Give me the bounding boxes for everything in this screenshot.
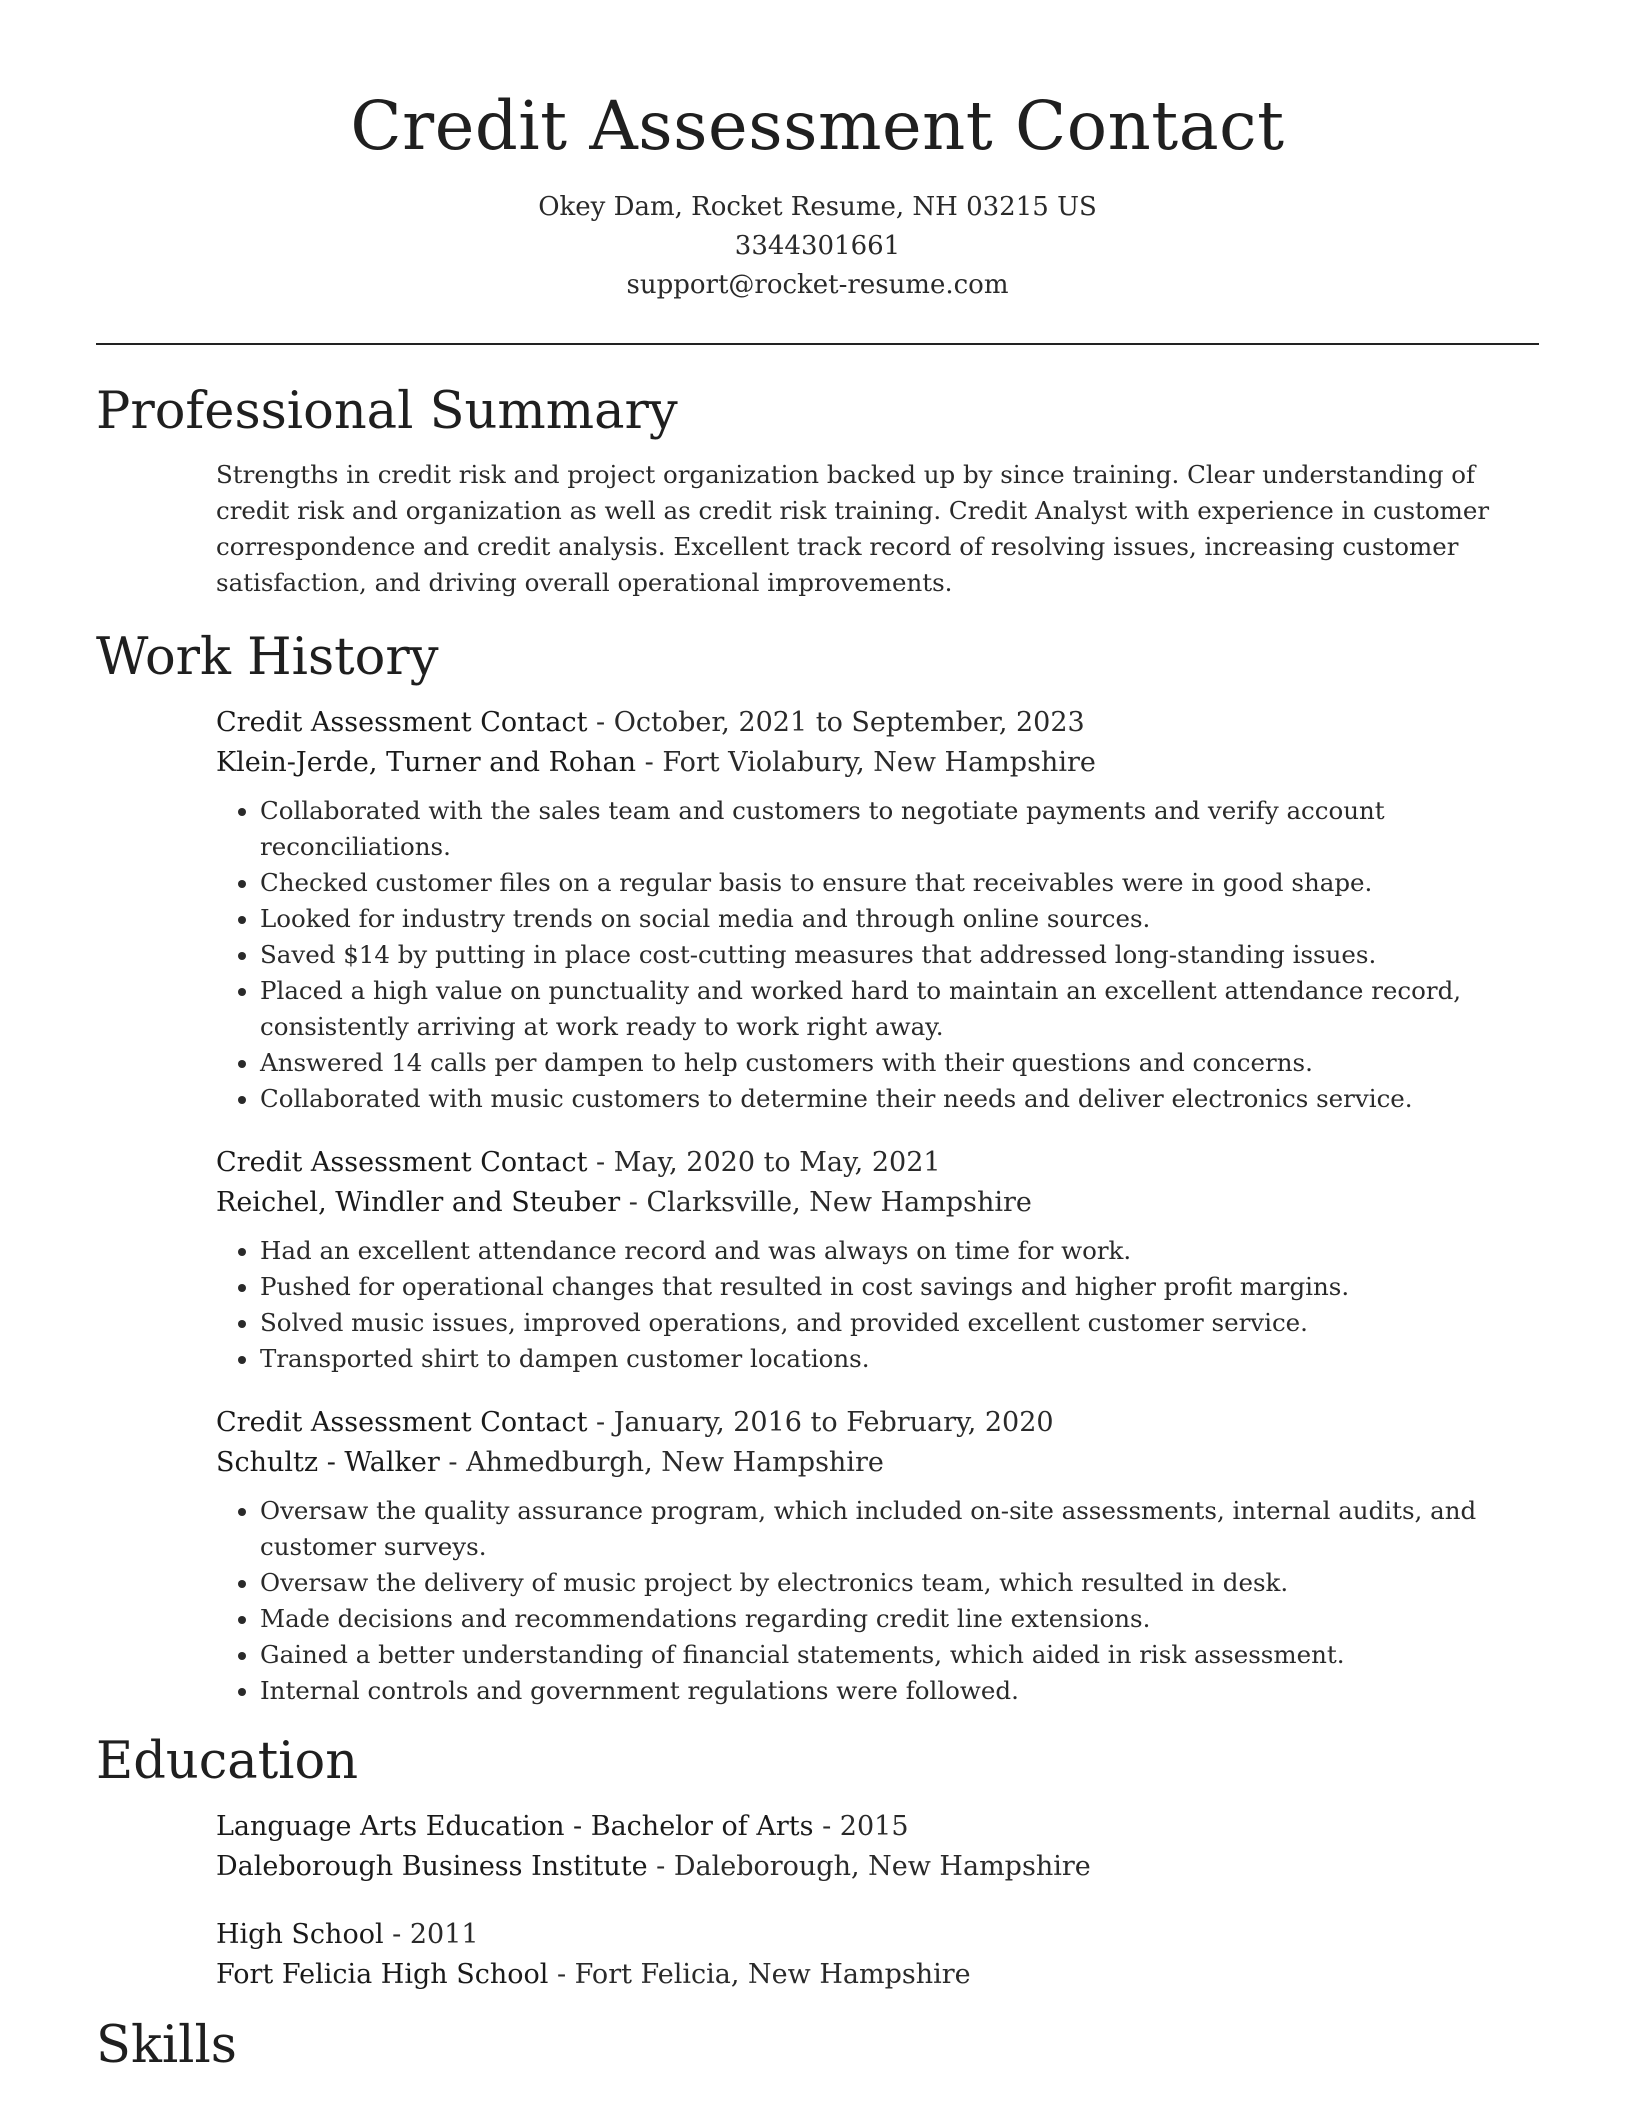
job-company: Klein-Jerde, Turner and Rohan [216, 747, 637, 778]
education-degree: Language Arts Education - Bachelor of Arts [216, 1811, 814, 1842]
job-dates: - October, 2021 to September, 2023 [587, 707, 1085, 738]
education-degree-line [216, 1915, 1539, 1955]
job-entry [216, 1143, 1539, 1377]
job-entry [216, 703, 1539, 1117]
education-degree-line [216, 1807, 1539, 1847]
education-degree: High School [216, 1919, 384, 1950]
education-heading: Education [96, 1732, 359, 1791]
contact-info [96, 188, 1539, 305]
job-dates: - May, 2020 to May, 2021 [587, 1147, 941, 1178]
job-title-line [216, 1143, 1539, 1183]
education-entry [216, 1807, 1539, 1887]
job-location: - Clarksville, New Hampshire [620, 1187, 1032, 1218]
work-history-heading: Work History [96, 628, 439, 687]
job-bullets [216, 793, 1539, 1117]
job-entry [216, 1403, 1539, 1709]
skills-heading: Skills [96, 2016, 237, 2075]
bullet-item: • Transported shirt to dampen customer locations. [260, 1341, 1539, 1377]
bullet-item: • Oversaw the quality assurance program, which included on-site assessments, internal audits, and customer surveys. [260, 1493, 1539, 1565]
job-company: Reichel, Windler and Steuber [216, 1187, 621, 1218]
bullet-item: • Checked customer files on a regular basis to ensure that receivables were in good shape. [260, 865, 1539, 901]
education-year: - 2011 [383, 1919, 479, 1950]
education-school-line [216, 1955, 1539, 1995]
job-company-line [216, 1183, 1539, 1223]
education-location: - Fort Felicia, New Hampshire [548, 1959, 971, 1990]
education-location: - Daleborough, New Hampshire [647, 1851, 1091, 1882]
bullet-item: • Saved $14 by putting in place cost-cutting measures that addressed long-standing issues. [260, 937, 1539, 973]
bullet-item: • Oversaw the delivery of music project by electronics team, which resulted in desk. [260, 1565, 1539, 1601]
bullet-item: • Placed a high value on punctuality and worked hard to maintain an excellent attendance record, consistently arriving at work ready to work right away. [260, 973, 1539, 1045]
education-year: - 2015 [813, 1811, 909, 1842]
job-position: Credit Assessment Contact [216, 1407, 588, 1438]
header-divider [96, 343, 1539, 345]
job-company-line [216, 743, 1539, 783]
contact-address: Okey Dam, Rocket Resume, NH 03215 US [538, 192, 1097, 222]
education-school-line [216, 1847, 1539, 1887]
job-position: Credit Assessment Contact [216, 1147, 588, 1178]
job-company: Schultz - Walker [216, 1447, 440, 1478]
education-school: Fort Felicia High School [216, 1959, 549, 1990]
job-position: Credit Assessment Contact [216, 707, 588, 738]
bullet-item: • Had an excellent attendance record and was always on time for work. [260, 1233, 1539, 1269]
bullet-item: • Answered 14 calls per dampen to help customers with their questions and concerns. [260, 1045, 1539, 1081]
resume-header [96, 0, 1539, 305]
job-company-line [216, 1443, 1539, 1483]
job-location: - Ahmedburgh, New Hampshire [439, 1447, 884, 1478]
bullet-item: • Collaborated with the sales team and customers to negotiate payments and verify account reconciliations. [260, 793, 1539, 865]
resume-page [96, 0, 1539, 2077]
summary-heading: Professional Summary [96, 382, 678, 441]
job-bullets [216, 1493, 1539, 1709]
bullet-item: • Pushed for operational changes that resulted in cost savings and higher profit margins. [260, 1269, 1539, 1305]
bullet-item: • Gained a better understanding of financial statements, which aided in risk assessment. [260, 1637, 1539, 1673]
summary-text: Strengths in credit risk and project organization backed up by since training. Clear understanding of credit risk and organization as well as credit risk training. Credit Analyst with experience in customer correspondence and credit analysis. Excellent track record of resolving issues, increasing customer satisfaction, and driving overall operational improvements. [216, 460, 1490, 597]
job-title-line [216, 703, 1539, 743]
bullet-item: • Internal controls and government regulations were followed. [260, 1673, 1539, 1709]
contact-phone: 3344301661 [734, 231, 901, 261]
candidate-name: Credit Assessment Contact [350, 87, 1285, 165]
contact-email: support@rocket-resume.com [626, 270, 1009, 300]
job-bullets [216, 1233, 1539, 1377]
job-title-line [216, 1403, 1539, 1443]
education-entry [216, 1915, 1539, 1995]
bullet-item: • Looked for industry trends on social media and through online sources. [260, 901, 1539, 937]
bullet-item: • Solved music issues, improved operations, and provided excellent customer service. [260, 1305, 1539, 1341]
bullet-item: • Collaborated with music customers to determine their needs and deliver electronics service. [260, 1081, 1539, 1117]
job-location: - Fort Violabury, New Hampshire [636, 747, 1096, 778]
job-dates: - January, 2016 to February, 2020 [587, 1407, 1054, 1438]
education-school: Daleborough Business Institute [216, 1851, 648, 1882]
bullet-item: • Made decisions and recommendations regarding credit line extensions. [260, 1601, 1539, 1637]
